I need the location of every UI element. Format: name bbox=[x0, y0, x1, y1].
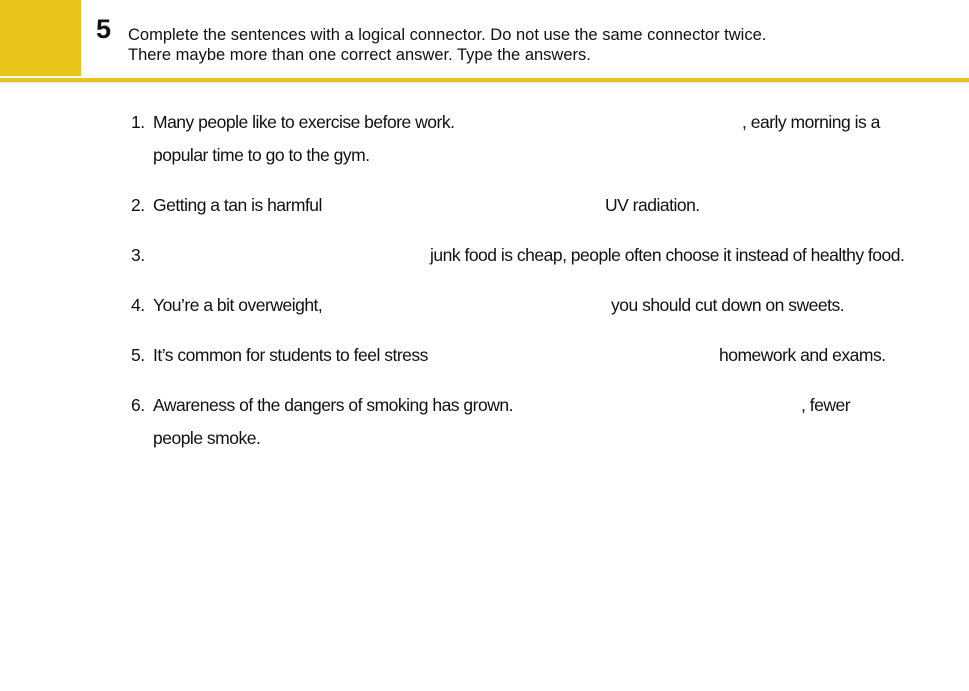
question-text-after: junk food is cheap, people often choose it instead of healthy food. bbox=[430, 245, 905, 265]
question-text-after: homework and exams. bbox=[719, 345, 886, 365]
exercise-instructions bbox=[128, 25, 766, 65]
instruction-line: Complete the sentences with a logical connector. Do not use the same connector twice. bbox=[128, 26, 767, 44]
question-text-after: , fewer bbox=[801, 395, 851, 415]
question-text-before: Awareness of the dangers of smoking has grown. bbox=[153, 395, 513, 415]
question-text-before: You’re a bit overweight, bbox=[153, 295, 323, 315]
exercise-number: 5 bbox=[96, 14, 112, 44]
question-text-before: It’s common for students to feel stress bbox=[153, 345, 428, 365]
question-text-before: Many people like to exercise before work. bbox=[153, 112, 455, 132]
answer-blank[interactable] bbox=[153, 245, 423, 267]
answer-blank[interactable] bbox=[340, 295, 605, 317]
answer-blank[interactable] bbox=[335, 195, 600, 217]
exercise-header bbox=[0, 0, 969, 80]
answer-blank[interactable] bbox=[470, 112, 738, 134]
question-number: 4. bbox=[131, 295, 145, 315]
question-text-after: you should cut down on sweets. bbox=[611, 295, 845, 315]
question-text-continuation: popular time to go to the gym. bbox=[153, 145, 370, 165]
question-text-before: Getting a tan is harmful bbox=[153, 195, 322, 215]
question-text-after: UV radiation. bbox=[605, 195, 700, 215]
question-text-after: , early morning is a bbox=[742, 112, 880, 132]
answer-blank[interactable] bbox=[448, 345, 713, 367]
instruction-line: There maybe more than one correct answer. Type the answers. bbox=[128, 46, 591, 64]
question-number: 6. bbox=[131, 395, 145, 415]
question-number: 5. bbox=[131, 345, 145, 365]
question-number: 2. bbox=[131, 195, 145, 215]
answer-blank[interactable] bbox=[530, 395, 795, 417]
question-number: 1. bbox=[131, 112, 145, 132]
header-shadow bbox=[0, 82, 969, 85]
accent-block bbox=[0, 0, 81, 76]
question-number: 3. bbox=[131, 245, 145, 265]
question-text-continuation: people smoke. bbox=[153, 428, 261, 448]
